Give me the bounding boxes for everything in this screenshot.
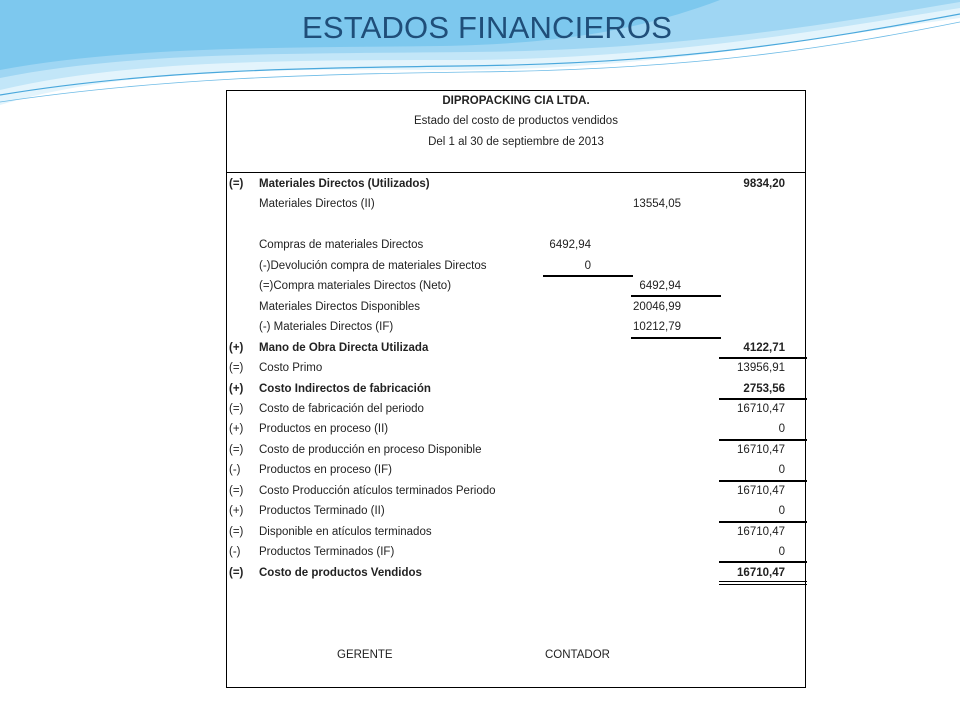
statement-row <box>227 195 805 215</box>
row-description: Costo de productos Vendidos <box>259 566 422 579</box>
row-description: Compras de materiales Directos <box>259 239 424 252</box>
row-amount-col3: 16710,47 <box>737 566 785 579</box>
row-amount-col3: 9834,20 <box>743 178 785 190</box>
row-description: Costo Indirectos de fabricación <box>259 382 431 395</box>
row-amount-col1: 6492,94 <box>549 239 591 252</box>
row-sign: (+) <box>229 423 244 436</box>
statement-row <box>227 380 805 400</box>
row-sign: (=) <box>229 178 244 190</box>
rule-line <box>719 561 807 563</box>
statement-row <box>227 236 805 256</box>
row-amount-col3: 16710,47 <box>737 525 785 538</box>
row-sign: (+) <box>229 505 244 518</box>
statement-row <box>227 461 805 481</box>
row-amount-col2: 10212,79 <box>633 321 681 334</box>
row-sign: (=) <box>229 402 244 415</box>
row-sign: (=) <box>229 443 244 456</box>
row-description: (-) Materiales Directos (IF) <box>259 321 394 334</box>
row-sign: (=) <box>229 484 244 497</box>
row-description: Mano de Obra Directa Utilizada <box>259 341 429 354</box>
row-amount-col3: 16710,47 <box>737 443 785 456</box>
statement-row <box>227 175 805 195</box>
row-amount-col3: 4122,71 <box>743 341 785 354</box>
rule-line <box>719 357 807 359</box>
row-amount-col3: 0 <box>778 546 785 559</box>
signature-manager: GERENTE <box>337 649 393 661</box>
row-sign: (-) <box>229 546 241 559</box>
row-sign: (+) <box>229 341 244 354</box>
statement-row <box>227 257 805 277</box>
row-description: Materiales Directos (Utilizados) <box>259 178 430 190</box>
statement-row <box>227 359 805 379</box>
statement-header <box>227 91 805 173</box>
statement-period: Del 1 al 30 de septiembre de 2013 <box>428 136 604 148</box>
row-sign: (=) <box>229 566 244 579</box>
row-amount-col2: 13554,05 <box>633 198 681 211</box>
row-sign: (=) <box>229 362 244 375</box>
rule-line <box>719 398 807 400</box>
statement-row <box>227 441 805 461</box>
rule-line <box>719 439 807 441</box>
statement-row <box>227 482 805 502</box>
row-description: Disponible en atículos terminados <box>259 525 432 538</box>
statement-row <box>227 502 805 522</box>
statement-row <box>227 298 805 318</box>
row-amount-col1: 0 <box>584 259 591 272</box>
signature-accountant: CONTADOR <box>545 649 610 661</box>
company-name: DIPROPACKING CIA LTDA. <box>442 95 590 107</box>
row-sign: (+) <box>229 382 244 395</box>
row-description: Productos en proceso (IF) <box>259 464 392 477</box>
row-description: Costo Producción atículos terminados Periodo <box>259 484 496 497</box>
rule-line <box>719 480 807 482</box>
statement-row <box>227 216 805 236</box>
row-sign: (=) <box>229 525 244 538</box>
row-amount-col3: 13956,91 <box>737 362 785 375</box>
rule-line <box>543 275 633 277</box>
rule-line <box>631 295 721 297</box>
row-description: (-)Devolución compra de materiales Directos <box>259 259 487 272</box>
statement-row <box>227 523 805 543</box>
cost-statement-sheet <box>226 90 806 688</box>
statement-row <box>227 400 805 420</box>
row-amount-col3: 16710,47 <box>737 402 785 415</box>
slide-title: ESTADOS FINANCIEROS <box>302 10 673 45</box>
statement-row <box>227 339 805 359</box>
row-description: (=)Compra materiales Directos (Neto) <box>259 280 452 293</box>
row-description: Productos Terminado (II) <box>259 505 385 518</box>
row-amount-col3: 0 <box>778 423 785 436</box>
row-description: Costo Primo <box>259 362 323 375</box>
statement-row <box>227 420 805 440</box>
row-description: Materiales Directos (II) <box>259 198 375 211</box>
row-sign: (-) <box>229 464 241 477</box>
row-description: Productos en proceso (II) <box>259 423 389 436</box>
row-description: Costo de fabricación del periodo <box>259 402 424 415</box>
double-rule-line <box>719 581 807 585</box>
row-description: Costo de producción en proceso Disponible <box>259 443 482 456</box>
row-description: Productos Terminados (IF) <box>259 546 395 559</box>
row-description: Materiales Directos Disponibles <box>259 300 421 313</box>
row-amount-col3: 16710,47 <box>737 484 785 497</box>
statement-subtitle: Estado del costo de productos vendidos <box>414 115 618 127</box>
row-amount-col3: 0 <box>778 464 785 477</box>
row-amount-col3: 0 <box>778 505 785 518</box>
statement-row <box>227 318 805 338</box>
row-amount-col3: 2753,56 <box>743 382 785 395</box>
row-amount-col2: 20046,99 <box>633 300 681 313</box>
rule-line <box>719 521 807 523</box>
row-amount-col2: 6492,94 <box>639 280 681 293</box>
rule-line <box>631 337 721 339</box>
